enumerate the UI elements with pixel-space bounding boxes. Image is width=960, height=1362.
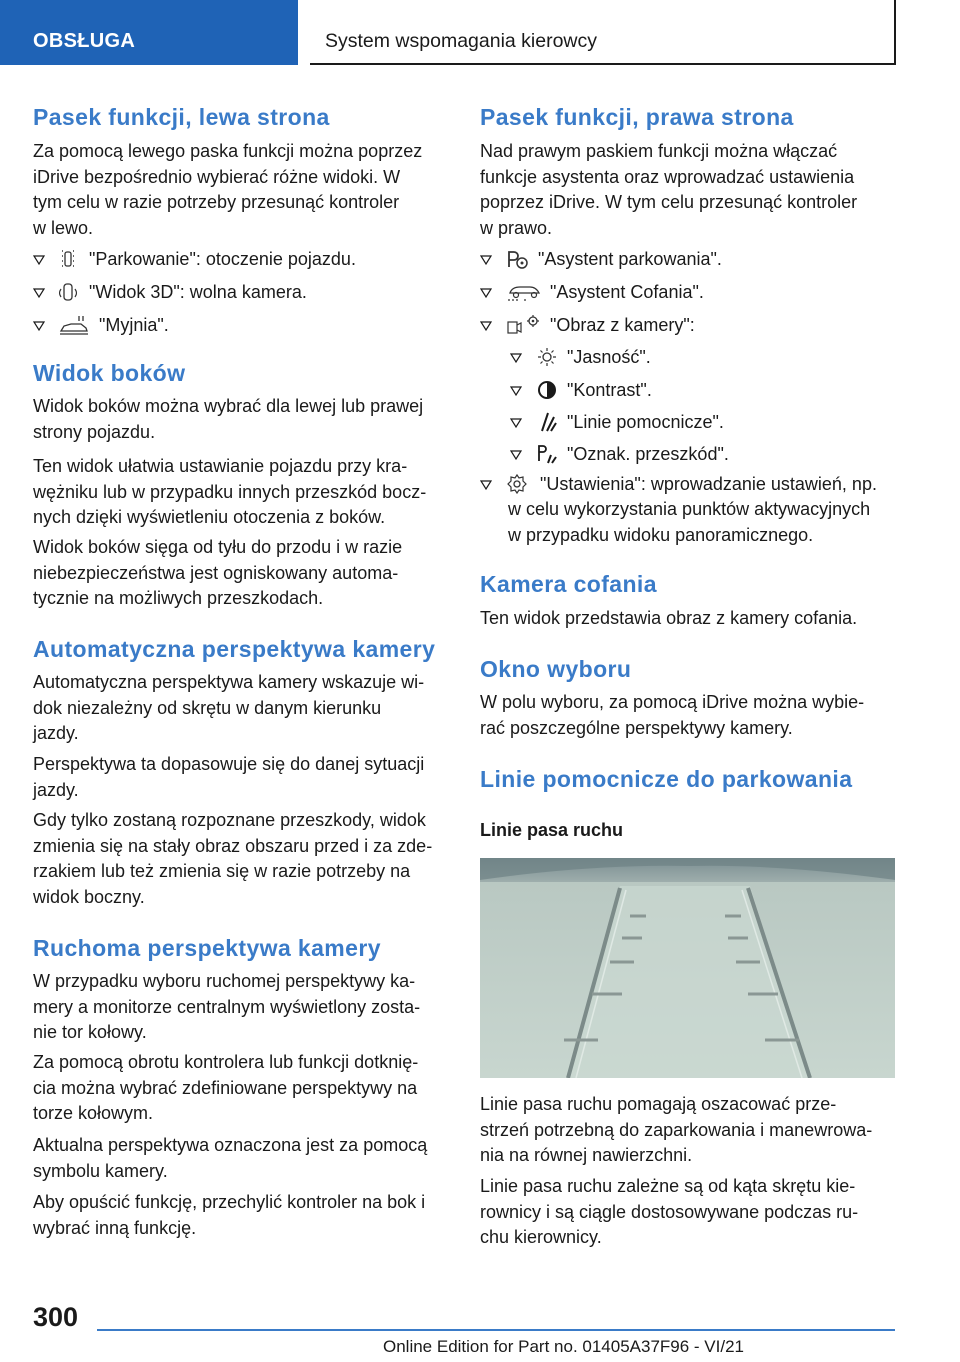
reversing-assistant-icon <box>506 281 544 303</box>
triangle-bullet-icon <box>480 313 492 338</box>
paragraph: Linie pasa ruchu pomagają oszacować prze- strzeń potrzebną do zaparkowania i manewrowa- nia na równej nawierzchni. <box>480 1094 873 1165</box>
lane-lines-illustration <box>480 858 895 1078</box>
paragraph: Gdy tylko zostaną rozpoznane przeszkody, widok zmienia się na stały obraz obszaru przed i za zde- rzakiem lub też zmienia się w razie potrzeby na widok boczny. <box>33 810 433 907</box>
triangle-bullet-icon <box>480 472 492 497</box>
heading-selection-window: Okno wyboru <box>480 656 632 682</box>
settings-gear-icon <box>506 473 528 495</box>
car-wash-icon <box>59 314 89 336</box>
triangle-bullet-icon <box>480 280 492 305</box>
guide-lines-icon <box>536 411 558 433</box>
heading-right-function-bar: Pasek funkcji, prawa strona <box>480 104 794 130</box>
heading-automatic-perspective: Automatyczna perspektywa kamery <box>33 636 436 662</box>
paragraph: W przypadku wyboru ruchomej perspektywy ka- mery a monitorze centralnym wyświetlony zosta- nie tor kołowy. <box>33 971 421 1042</box>
obstacle-marking-icon <box>536 443 558 465</box>
chapter-title: System wspomagania kierowcy <box>325 30 598 52</box>
brightness-icon <box>536 346 558 368</box>
paragraph: Ten widok ułatwia ustawianie pojazdu przy kra- wężniku lub w przypadku innych przeszkód bocz- nych dzięki wyświetleniu otoczenia z boków. <box>33 456 427 527</box>
triangle-bullet-icon <box>510 378 522 403</box>
footer-edition-text: Online Edition for Part no. 01405A37F96 - VI/21 <box>383 1337 745 1356</box>
triangle-bullet-icon <box>33 313 45 338</box>
paragraph: Perspektywa ta dopasowuje się do danej sytuacji jazdy. <box>33 754 425 800</box>
paragraph: Ten widok przedstawia obraz z kamery cofania. <box>480 608 858 628</box>
contrast-icon <box>536 379 558 401</box>
triangle-bullet-icon <box>480 247 492 272</box>
paragraph: Automatyczna perspektywa kamery wskazuje wi- dok niezależny od skrętu w danym kierunku jazdy. <box>33 672 425 743</box>
paragraph: Aktualna perspektywa oznaczona jest za pomocą symbolu kamery. <box>33 1135 428 1181</box>
heading-left-function-bar: Pasek funkcji, lewa strona <box>33 104 330 130</box>
triangle-bullet-icon <box>510 345 522 370</box>
page-number: 300 <box>33 1302 79 1332</box>
heading-parking-guide-lines: Linie pomocnicze do parkowania <box>480 766 853 792</box>
section-title: OBSŁUGA <box>33 30 136 52</box>
paragraph: Za pomocą lewego paska funkcji można poprzez iDrive bezpośrednio wybierać różne widoki. W tym celu w razie potrzeby przesunąć kontroler w lewo. <box>33 141 423 238</box>
paragraph: Aby opuścić funkcję, przechylić kontroler na bok i wybrać inną funkcję. <box>33 1192 426 1238</box>
parking-assistant-icon <box>506 248 530 270</box>
heading-movable-perspective: Ruchoma perspektywa kamery <box>33 935 381 961</box>
header-chapter-box <box>310 0 896 65</box>
paragraph: Widok boków sięga od tyłu do przodu i w razie niebezpieczeństwa jest ogniskowany automa- tycznie na możliwych przeszkodach. <box>33 537 403 608</box>
triangle-bullet-icon <box>33 247 45 272</box>
paragraph: Widok boków można wybrać dla lewej lub prawej strony pojazdu. <box>33 396 424 442</box>
triangle-bullet-icon <box>510 442 522 467</box>
camera-image-icon <box>506 314 542 336</box>
paragraph: w celu wykorzystania punktów aktywacyjnych w przypadku widoku panoramicznego. <box>508 499 871 545</box>
paragraph: Nad prawym paskiem funkcji można włączać funkcje asystenta oraz wprowadzać ustawienia poprzez iDrive. W tym celu przesunąć kontroler w prawo. <box>480 141 858 238</box>
view-3d-icon <box>59 281 77 303</box>
parking-view-icon <box>59 248 77 270</box>
heading-rear-camera: Kamera cofania <box>480 571 657 597</box>
triangle-bullet-icon <box>510 410 522 435</box>
paragraph: Za pomocą obrotu kontrolera lub funkcji dotknię- cia można wybrać zdefiniowane perspektywy na torze kołowym. <box>33 1052 419 1123</box>
paragraph: Linie pasa ruchu zależne są od kąta skrętu kie- rownicy i są ciągle dostosowywane podczas ru- chu kierownicy. <box>480 1176 859 1247</box>
header-section-tab <box>0 0 298 65</box>
triangle-bullet-icon <box>33 280 45 305</box>
heading-side-view: Widok boków <box>33 360 186 386</box>
paragraph: W polu wyboru, za pomocą iDrive można wybie- rać poszczególne perspektywy kamery. <box>480 692 865 738</box>
subheading-lane-lines: Linie pasa ruchu <box>480 820 624 840</box>
footer-rule <box>97 1329 895 1331</box>
